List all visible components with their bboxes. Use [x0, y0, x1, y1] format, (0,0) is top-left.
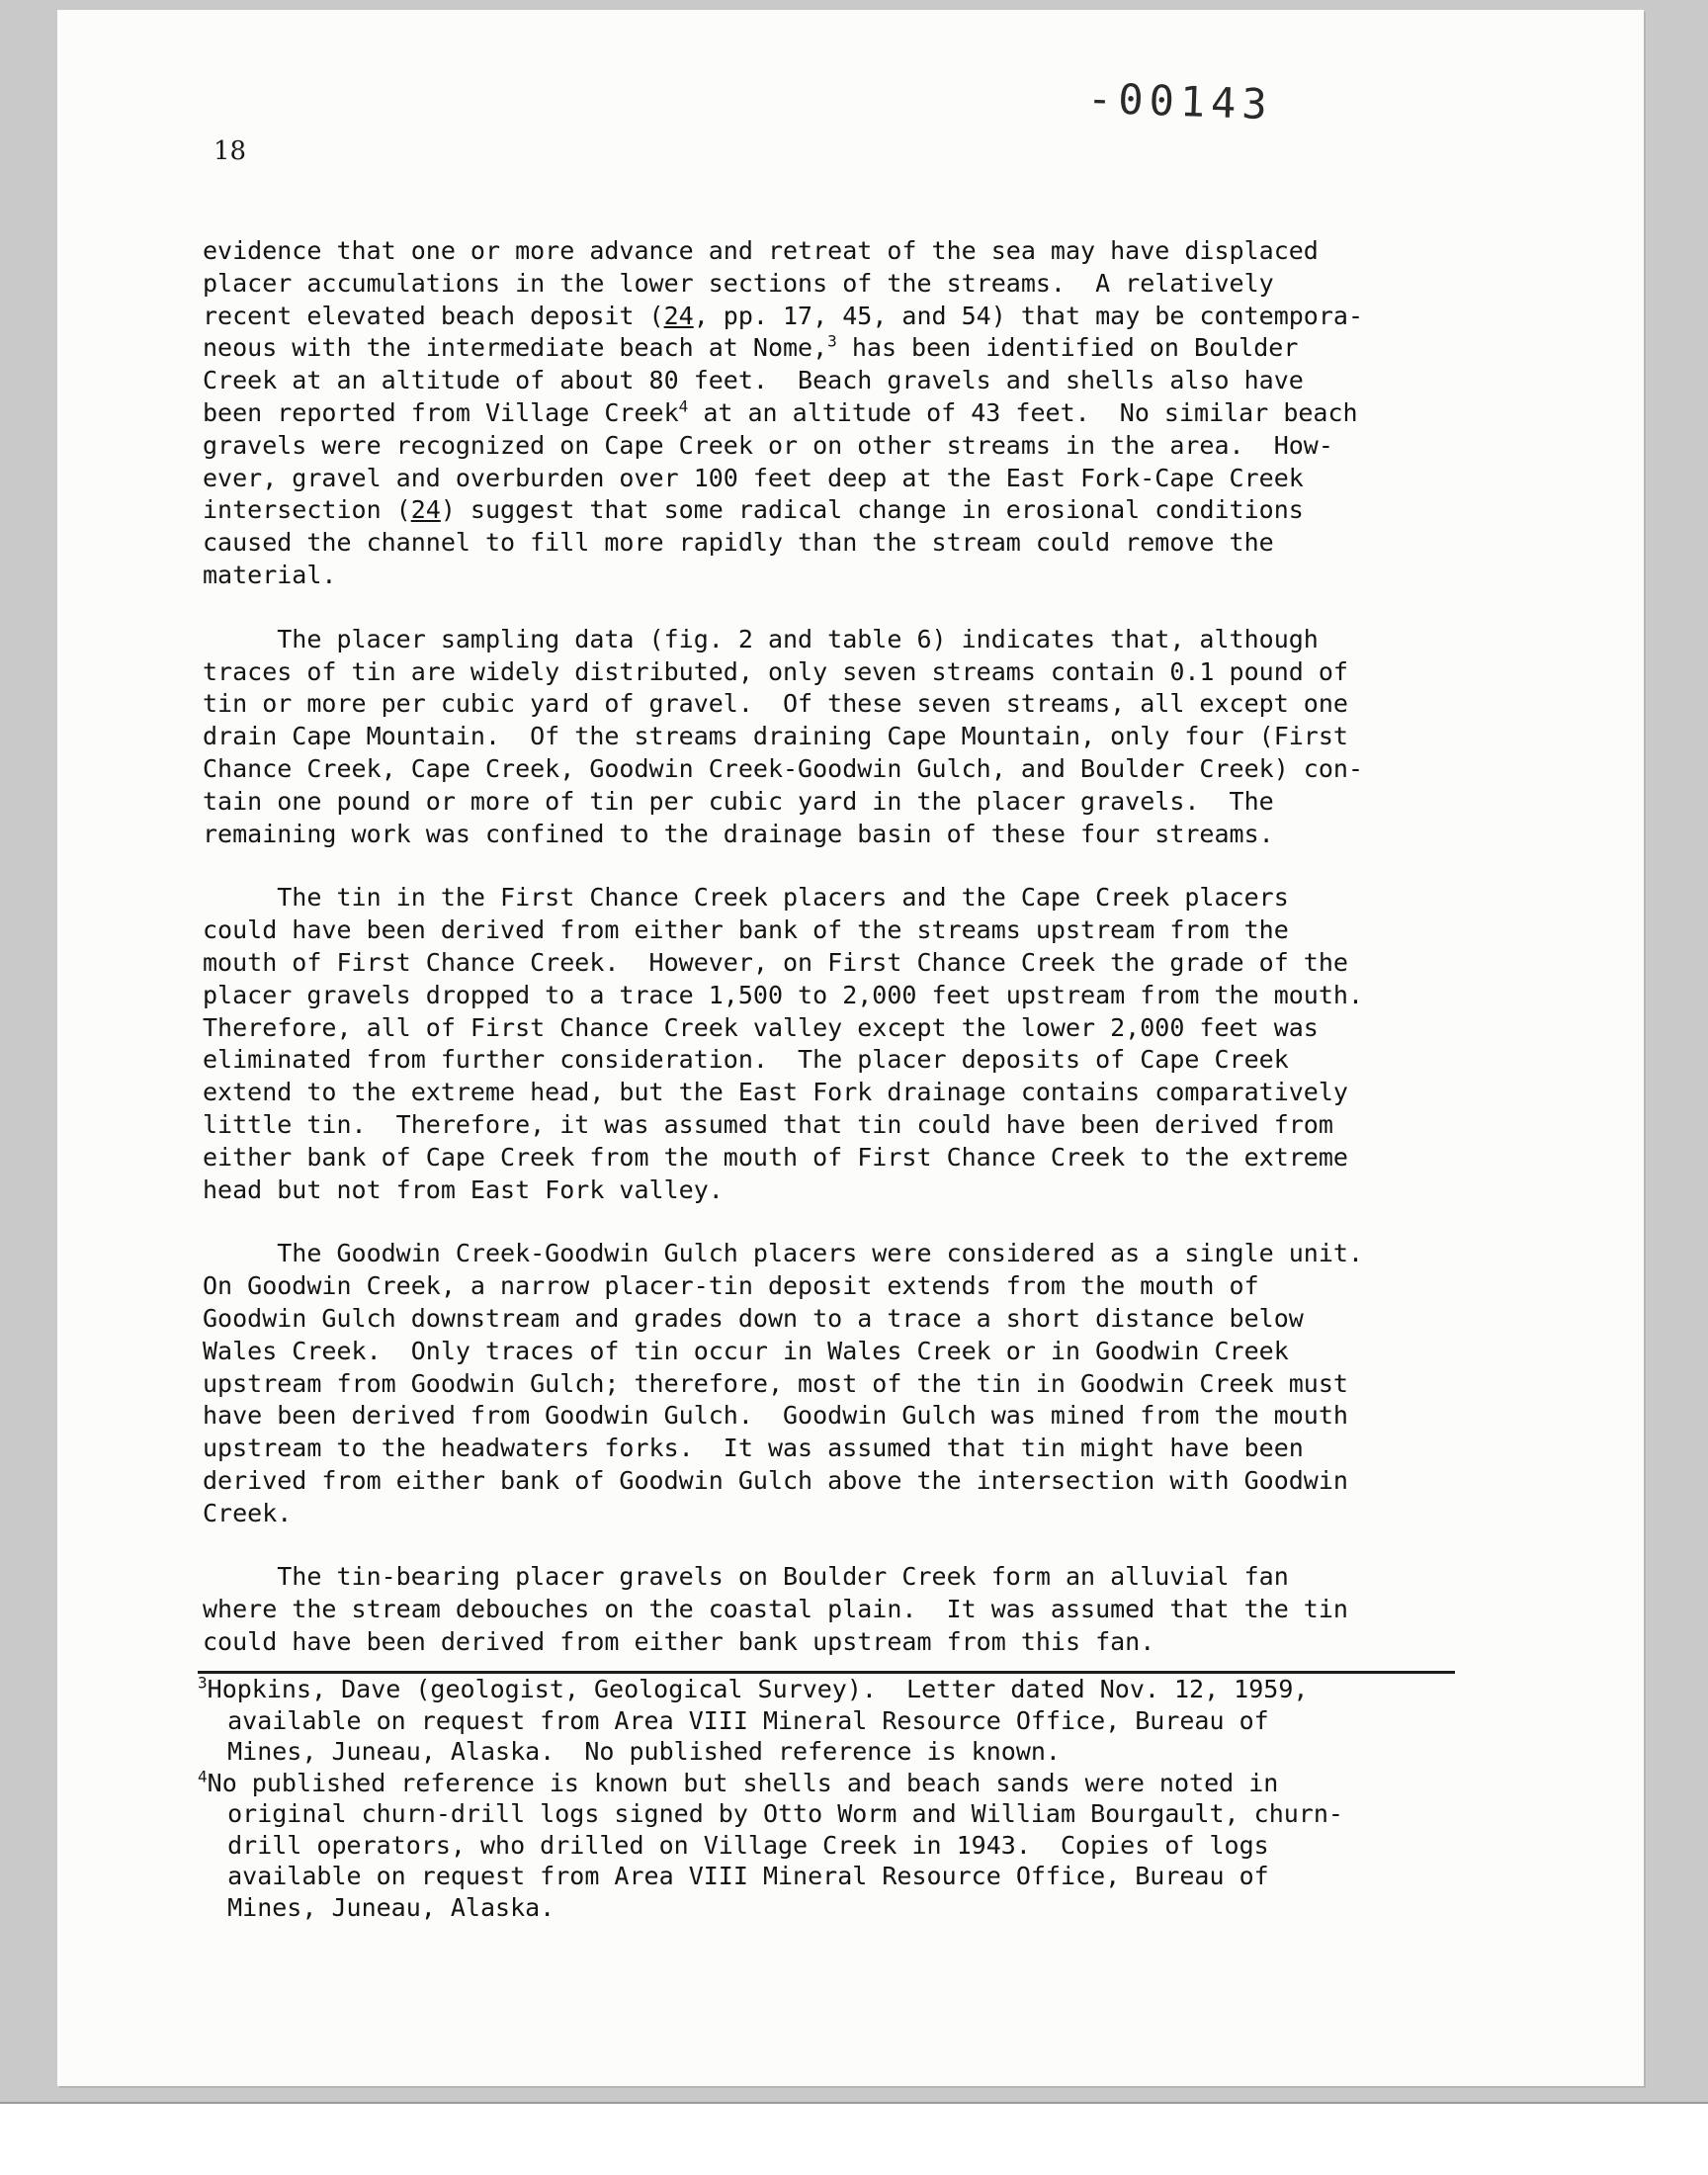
paragraph-3: The tin in the First Chance Creek placers and the Cape Creek placers could have been derived from either bank of the streams upstream from the mouth of First Chance Creek. However, on First Chance Creek the grade of the placer gravels dropped to a trace 1,500 to 2,000 feet upstream from the mouth. Therefore, all of First Chance Creek valley except the lower 2,000 feet was eliminated from further consideration. The placer deposits of Cape Creek extend to the extreme head, but the East Fork drainage contains comparatively little tin. Therefore, it was assumed that tin could have been derived from either bank of Cape Creek from the mouth of First Chance Creek to the extreme head but not from East Fork valley. — [203, 883, 1363, 1204]
text-line: intersection ( — [203, 495, 411, 525]
text-line: caused the channel to fill more rapidly than the stream could remove the — [203, 528, 1274, 558]
footnote-mark: 4 — [198, 1767, 208, 1786]
page-number: 18 — [214, 136, 247, 166]
text-line: been reported from Village Creek — [203, 397, 679, 427]
text-line: ) suggest that some radical change in erosional conditions — [440, 495, 1304, 525]
text-line: recent elevated beach deposit ( — [203, 301, 664, 330]
footnote-ref-4: 4 — [678, 396, 689, 416]
text-line: placer accumulations in the lower sections of the streams. A relatively — [203, 268, 1274, 298]
text-line: ever, gravel and overburden over 100 feet deep at the East Fork-Cape Creek — [203, 463, 1304, 492]
text-line: at an altitude of 43 feet. No similar beach — [688, 397, 1358, 427]
paragraph-2: The placer sampling data (fig. 2 and table 6) indicates that, although traces of tin are widely distributed, only seven streams contain 0.1 pound of tin or more per cubic yard of gravel. Of these seven streams, all except one drain Cape Mountain. Of the streams draining Cape Mountain, only four (First Chance Creek, Cape Creek, Goodwin Creek-Goodwin Gulch, and Boulder Creek) con- tain one pound or more of tin per cubic yard in the placer gravels. The remaining work was confined to the drainage basin of these four streams. — [203, 624, 1363, 848]
paragraph-5: The tin-bearing placer gravels on Boulder Creek form an alluvial fan where the stream debouches on the coastal plain. It was assumed that the tin could have been derived from either bank upstream from this fan. — [203, 1562, 1348, 1657]
paragraph-4: The Goodwin Creek-Goodwin Gulch placers were considered as a single unit. On Goodwin Creek, a narrow placer-tin deposit extends from the mouth of Goodwin Gulch downstream and grades down to a trace a short distance below Wales Creek. Only traces of tin occur in Wales Creek or in Goodwin Creek upstream from Goodwin Gulch; therefore, most of the tin in Goodwin Creek must have been derived from Goodwin Gulch. Goodwin Gulch was mined from the mouth upstream to the headwaters forks. It was assumed that tin might have been derived from either bank of Goodwin Gulch above the intersection with Goodwin Creek. — [203, 1239, 1363, 1527]
footnote-4 — [198, 1768, 1473, 1924]
body-text — [203, 235, 1473, 1691]
footnotes — [198, 1674, 1473, 1923]
text-line: evidence that one or more advance and retreat of the sea may have displaced — [203, 236, 1319, 265]
document-stamp-number: -00143 — [1086, 73, 1274, 130]
footnote-text: No published reference is known but shells and beach sands were noted in original churn-drill logs signed by Otto Worm and William Bourgault, churn- drill operators, who drilled on Village Creek in 1943. Copies of logs available on request from Area VIII Mineral Resource Office, Bureau of Mines, Juneau, Alaska. — [207, 1768, 1343, 1922]
text-line: , pp. 17, 45, and 54) that may be contempora- — [693, 301, 1364, 330]
text-line: neous with the intermediate beach at Nome, — [203, 333, 828, 363]
text-line: has been identified on Boulder — [836, 333, 1299, 363]
text-line: material. — [203, 560, 337, 589]
text-line: Creek at an altitude of about 80 feet. Beach gravels and shells also have — [203, 366, 1304, 395]
reference-24: 24 — [410, 495, 441, 525]
footnote-ref-3: 3 — [827, 332, 837, 352]
reference-24: 24 — [663, 301, 694, 330]
paragraph-1 — [203, 235, 1473, 592]
footnote-3 — [198, 1674, 1473, 1768]
page-edge-line — [0, 2102, 1708, 2104]
text-line: gravels were recognized on Cape Creek or on other streams in the area. How- — [203, 430, 1333, 460]
footnote-text: Hopkins, Dave (geologist, Geological Survey). Letter dated Nov. 12, 1959, available on request from Area VIII Mineral Resource Office, Bureau of Mines, Juneau, Alaska. No published reference is known. — [207, 1675, 1309, 1766]
footnote-mark: 3 — [198, 1673, 208, 1693]
